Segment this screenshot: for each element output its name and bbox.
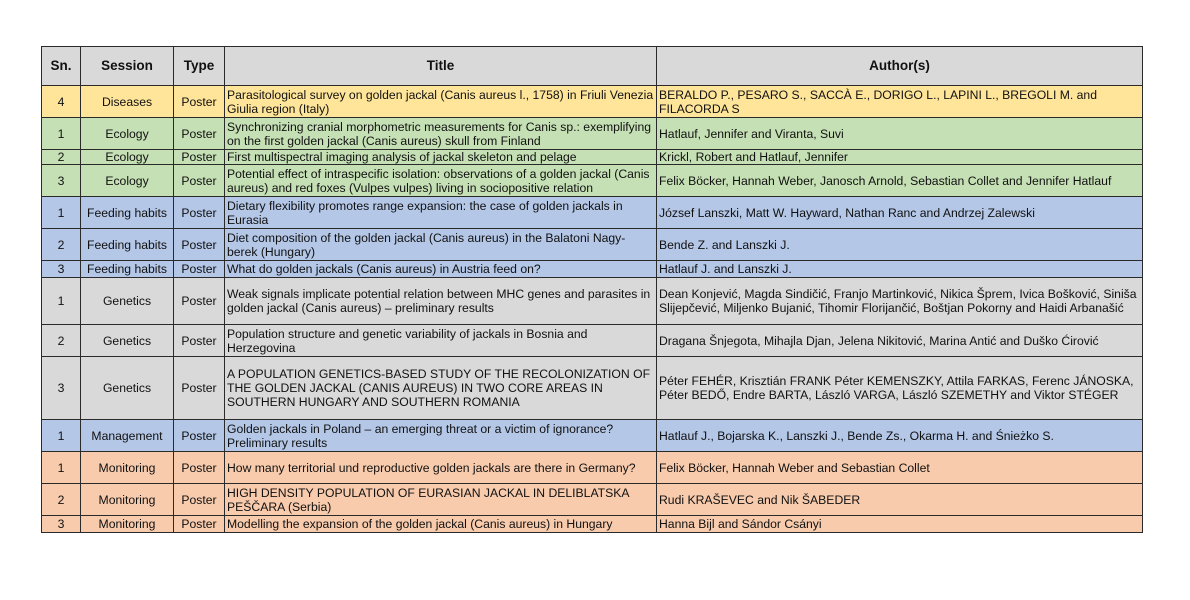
cell-authors: BERALDO P., PESARO S., SACCÀ E., DORIGO L., LAPINI L., BREGOLI M. and FILACORDA S xyxy=(657,86,1143,118)
cell-title: Synchronizing cranial morphometric measurements for Canis sp.: exemplifying on the first golden jackal (Canis aureus) skull from Finland xyxy=(225,118,657,150)
cell-authors: Felix Böcker, Hannah Weber and Sebastian Collet xyxy=(657,452,1143,484)
cell-session: Monitoring xyxy=(81,516,174,533)
table-row xyxy=(42,86,1143,118)
cell-authors: Péter FEHÉR, Krisztián FRANK Péter KEMENSZKY, Attila FARKAS, Ferenc JÁNOSKA, Péter BEDŐ, Endre BARTA, László VARGA, László SZEMETHY and Viktor STÉGER xyxy=(657,357,1143,420)
table-row xyxy=(42,420,1143,452)
table-row xyxy=(42,278,1143,325)
table-row xyxy=(42,452,1143,484)
cell-type: Poster xyxy=(174,197,225,229)
cell-sn: 2 xyxy=(42,229,81,261)
cell-title: HIGH DENSITY POPULATION OF EURASIAN JACKAL IN DELIBLATSKA PEŠČARA (Serbia) xyxy=(225,484,657,516)
cell-title: Diet composition of the golden jackal (Canis aureus) in the Balatoni Nagy-berek (Hungary) xyxy=(225,229,657,261)
poster-sessions-table xyxy=(41,46,1143,533)
cell-session: Genetics xyxy=(81,357,174,420)
table-row xyxy=(42,118,1143,150)
cell-title: Parasitological survey on golden jackal (Canis aureus l., 1758) in Friuli Venezia Giulia region (Italy) xyxy=(225,86,657,118)
cell-sn: 1 xyxy=(42,197,81,229)
cell-authors: Felix Böcker, Hannah Weber, Janosch Arnold, Sebastian Collet and Jennifer Hatlauf xyxy=(657,165,1143,197)
cell-title: A POPULATION GENETICS-BASED STUDY OF THE RECOLONIZATION OF THE GOLDEN JACKAL (CANIS AUREUS) IN TWO CORE AREAS IN SOUTHERN HUNGARY AND SOUTHERN ROMANIA xyxy=(225,357,657,420)
cell-title: Population structure and genetic variability of jackals in Bosnia and Herzegovina xyxy=(225,325,657,357)
table-row xyxy=(42,229,1143,261)
table-row xyxy=(42,325,1143,357)
table-row xyxy=(42,150,1143,165)
cell-title: Weak signals implicate potential relation between MHC genes and parasites in golden jackal (Canis aureus) – preliminary results xyxy=(225,278,657,325)
cell-title: Golden jackals in Poland – an emerging threat or a victim of ignorance? Preliminary results xyxy=(225,420,657,452)
table-row xyxy=(42,516,1143,533)
cell-session: Feeding habits xyxy=(81,261,174,278)
table-row xyxy=(42,357,1143,420)
cell-authors: Bende Z. and Lanszki J. xyxy=(657,229,1143,261)
cell-type: Poster xyxy=(174,357,225,420)
cell-sn: 1 xyxy=(42,118,81,150)
cell-session: Ecology xyxy=(81,118,174,150)
table-body xyxy=(42,86,1143,533)
cell-authors: József Lanszki, Matt W. Hayward, Nathan Ranc and Andrzej Zalewski xyxy=(657,197,1143,229)
cell-sn: 4 xyxy=(42,86,81,118)
cell-session: Monitoring xyxy=(81,484,174,516)
header-sn: Sn. xyxy=(42,47,81,86)
cell-title: Dietary flexibility promotes range expansion: the case of golden jackals in Eurasia xyxy=(225,197,657,229)
cell-type: Poster xyxy=(174,516,225,533)
cell-authors: Hanna Bijl and Sándor Csányi xyxy=(657,516,1143,533)
cell-sn: 1 xyxy=(42,278,81,325)
cell-type: Poster xyxy=(174,325,225,357)
cell-type: Poster xyxy=(174,484,225,516)
cell-type: Poster xyxy=(174,86,225,118)
cell-sn: 3 xyxy=(42,516,81,533)
cell-title: Potential effect of intraspecific isolation: observations of a golden jackal (Canis aureus) and red foxes (Vulpes vulpes) living in sociopositive relation xyxy=(225,165,657,197)
header-row xyxy=(42,47,1143,86)
cell-session: Feeding habits xyxy=(81,229,174,261)
table-row xyxy=(42,197,1143,229)
cell-type: Poster xyxy=(174,452,225,484)
cell-session: Genetics xyxy=(81,278,174,325)
table-row xyxy=(42,165,1143,197)
cell-session: Monitoring xyxy=(81,452,174,484)
header-type: Type xyxy=(174,47,225,86)
cell-authors: Rudi KRAŠEVEC and Nik ŠABEDER xyxy=(657,484,1143,516)
cell-authors: Dean Konjević, Magda Sindičić, Franjo Martinković, Nikica Šprem, Ivica Bošković, Siniša Slijepčević, Miljenko Bujanić, Tihomir Florijančić, Boštjan Pokorny and Haidi Arbanašić xyxy=(657,278,1143,325)
cell-sn: 2 xyxy=(42,484,81,516)
cell-title: First multispectral imaging analysis of jackal skeleton and pelage xyxy=(225,150,657,165)
cell-sn: 1 xyxy=(42,420,81,452)
cell-type: Poster xyxy=(174,118,225,150)
cell-session: Ecology xyxy=(81,165,174,197)
cell-sn: 1 xyxy=(42,452,81,484)
cell-type: Poster xyxy=(174,150,225,165)
header-authors: Author(s) xyxy=(657,47,1143,86)
cell-authors: Hatlauf, Jennifer and Viranta, Suvi xyxy=(657,118,1143,150)
cell-session: Ecology xyxy=(81,150,174,165)
cell-authors: Hatlauf J. and Lanszki J. xyxy=(657,261,1143,278)
cell-type: Poster xyxy=(174,261,225,278)
cell-authors: Hatlauf J., Bojarska K., Lanszki J., Bende Zs., Okarma H. and Śnieżko S. xyxy=(657,420,1143,452)
cell-type: Poster xyxy=(174,420,225,452)
cell-session: Diseases xyxy=(81,86,174,118)
cell-sn: 3 xyxy=(42,261,81,278)
header-session: Session xyxy=(81,47,174,86)
table-row xyxy=(42,261,1143,278)
cell-sn: 2 xyxy=(42,150,81,165)
cell-sn: 2 xyxy=(42,325,81,357)
cell-type: Poster xyxy=(174,165,225,197)
cell-title: What do golden jackals (Canis aureus) in Austria feed on? xyxy=(225,261,657,278)
table-row xyxy=(42,484,1143,516)
header-title: Title xyxy=(225,47,657,86)
cell-sn: 3 xyxy=(42,165,81,197)
cell-title: How many territorial und reproductive golden jackals are there in Germany? xyxy=(225,452,657,484)
cell-type: Poster xyxy=(174,229,225,261)
cell-authors: Dragana Šnjegota, Mihajla Djan, Jelena Nikitović, Marina Antić and Duško Ćirović xyxy=(657,325,1143,357)
cell-session: Management xyxy=(81,420,174,452)
cell-type: Poster xyxy=(174,278,225,325)
cell-authors: Krickl, Robert and Hatlauf, Jennifer xyxy=(657,150,1143,165)
cell-session: Feeding habits xyxy=(81,197,174,229)
cell-title: Modelling the expansion of the golden jackal (Canis aureus) in Hungary xyxy=(225,516,657,533)
cell-sn: 3 xyxy=(42,357,81,420)
cell-session: Genetics xyxy=(81,325,174,357)
